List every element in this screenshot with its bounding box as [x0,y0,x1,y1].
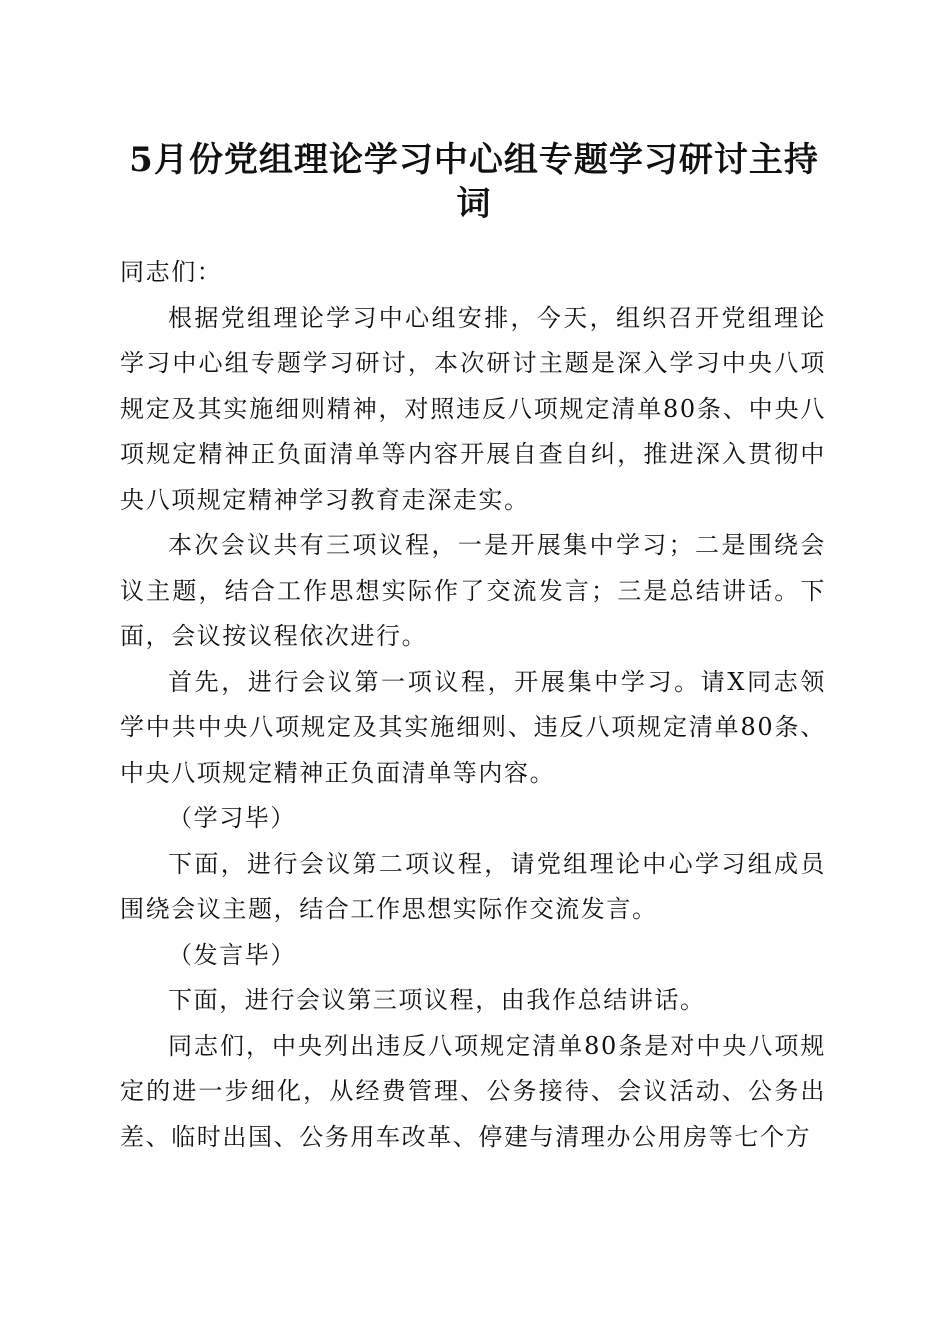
paragraph-intro: 根据党组理论学习中心组安排，今天，组织召开党组理论学习中心组专题学习研讨，本次研讨主题是深入学习中央八项规定及其实施细则精神，对照违反八项规定清单80条、中央八项规定精神正负面清单等内容开展自查自纠，推进深入贯彻中央八项规定精神学习教育走深走实。 [120,303,826,514]
paragraph-item-two: 下面，进行会议第二项议程，请党组理论中心学习组成员围绕会议主题，结合工作思想实际作交流发言。 [120,849,826,923]
paragraph-agenda: 本次会议共有三项议程，一是开展集中学习；二是围绕会议主题，结合工作思想实际作了交流发言；三是总结讲话。下面，会议按议程依次进行。 [120,531,826,650]
salutation: 同志们： [120,258,223,286]
note-study-done: （学习毕） [168,804,296,832]
paragraph-item-three: 下面，进行会议第三项议程，由我作总结讲话。 [168,986,706,1014]
document-body [120,250,826,1160]
paragraph-summary: 同志们，中央列出违反八项规定清单80条是对中央八项规定的进一步细化，从经费管理、公务接待、会议活动、公务出差、临时出国、公务用车改革、停建与清理办公用房等七个方 [120,1031,826,1151]
note-speech-done: （发言毕） [168,940,296,969]
document-title: 5月份党组理论学习中心组专题学习研讨主持词 [129,140,819,224]
paragraph-item-one: 首先，进行会议第一项议程，开展集中学习。请X同志领学中共中央八项规定及其实施细则、违反八项规定清单80条、中央八项规定精神正负面清单等内容。 [120,667,826,787]
